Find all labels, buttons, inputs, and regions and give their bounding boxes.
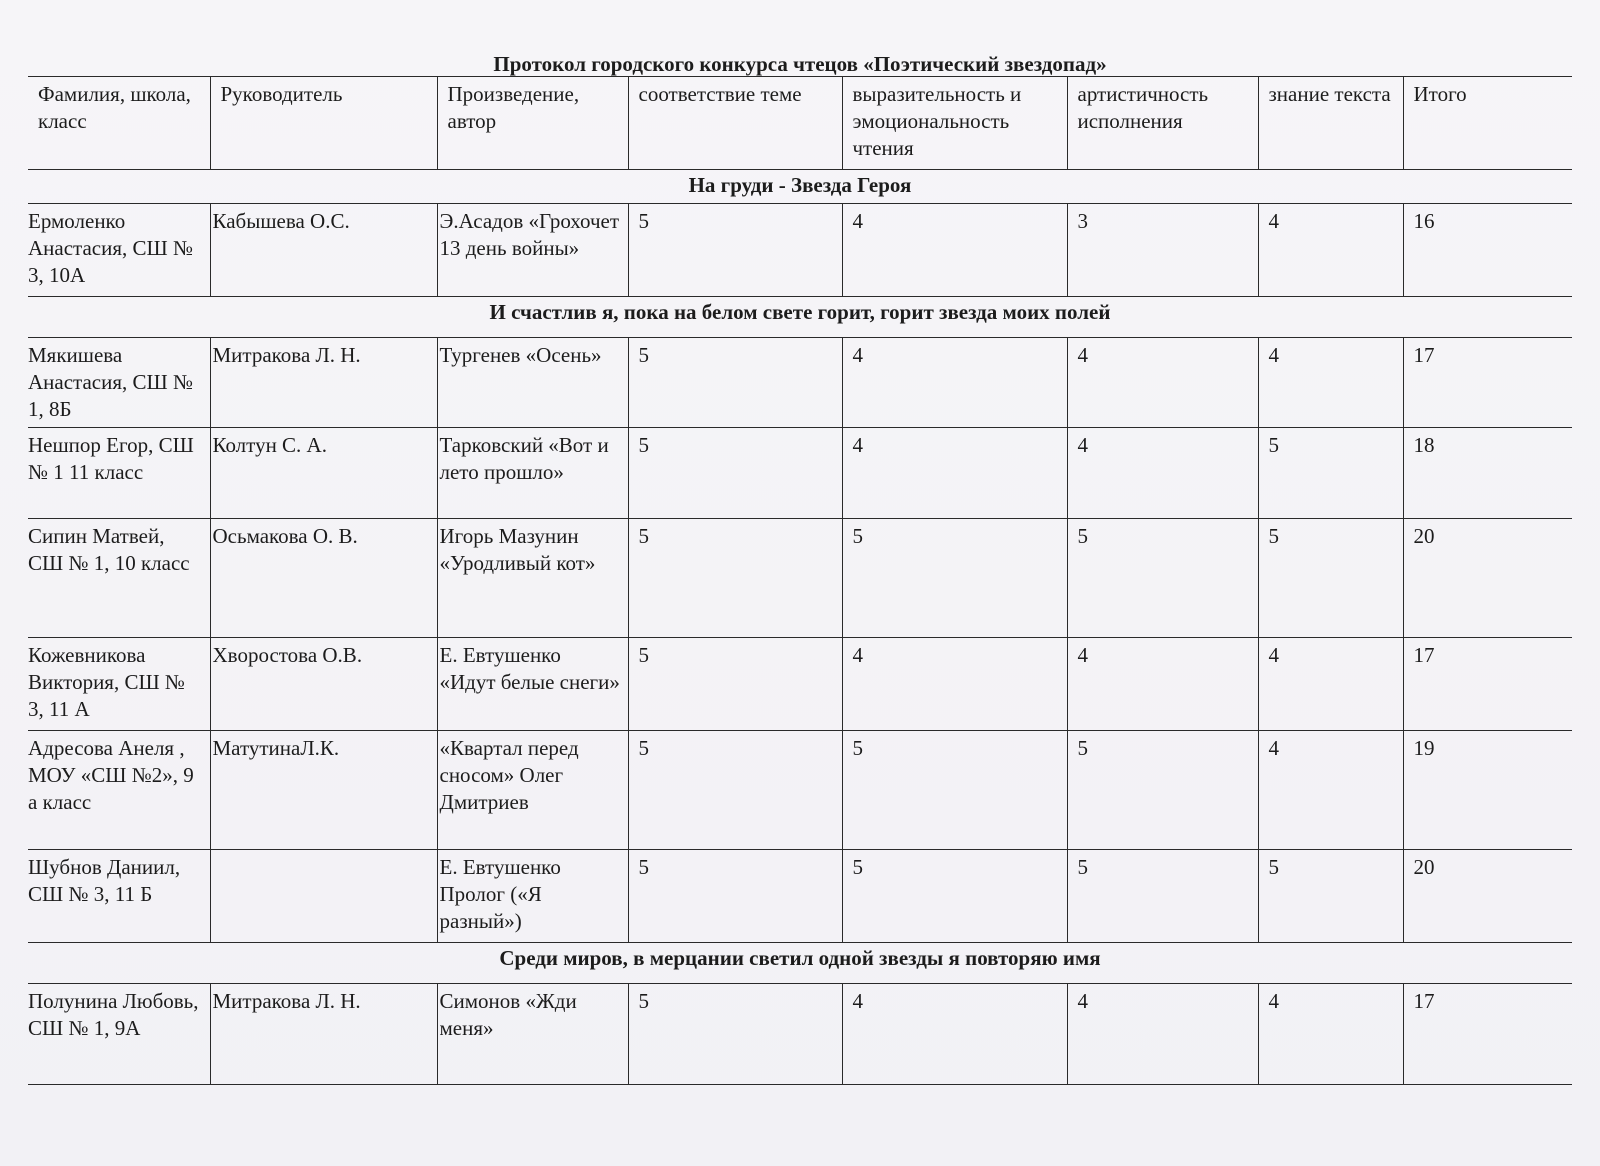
expressiveness-score-cell: 4 <box>842 984 1067 1085</box>
theme-score-cell: 5 <box>628 638 842 731</box>
artistry-score-cell: 4 <box>1067 338 1258 428</box>
total-score-cell: 17 <box>1403 984 1572 1085</box>
total-score-cell: 18 <box>1403 428 1572 519</box>
table-row <box>28 204 1572 297</box>
table-row <box>28 638 1572 731</box>
participant-cell: Шубнов Даниил, СШ № 3, 11 Б <box>28 850 210 943</box>
mentor-cell: Колтун С. А. <box>210 428 437 519</box>
table-row <box>28 850 1572 943</box>
theme-score-cell: 5 <box>628 428 842 519</box>
text-knowledge-score-cell: 5 <box>1258 428 1403 519</box>
theme-score-cell: 5 <box>628 338 842 428</box>
mentor-cell: Митракова Л. Н. <box>210 338 437 428</box>
expressiveness-score-cell: 4 <box>842 638 1067 731</box>
text-knowledge-score-cell: 5 <box>1258 850 1403 943</box>
header-row <box>28 77 1572 170</box>
results-table <box>28 76 1572 1085</box>
work-cell: Тургенев «Осень» <box>437 338 628 428</box>
mentor-cell: МатутинаЛ.К. <box>210 731 437 850</box>
work-cell: Тарковский «Вот и лето прошло» <box>437 428 628 519</box>
artistry-score-cell: 5 <box>1067 850 1258 943</box>
section-title: На груди - Звезда Героя <box>28 170 1572 204</box>
mentor-cell: Кабышева О.С. <box>210 204 437 297</box>
text-knowledge-score-cell: 4 <box>1258 204 1403 297</box>
text-knowledge-score-cell: 4 <box>1258 731 1403 850</box>
artistry-score-cell: 5 <box>1067 519 1258 638</box>
expressiveness-score-cell: 4 <box>842 338 1067 428</box>
table-row <box>28 519 1572 638</box>
expressiveness-score-cell: 5 <box>842 519 1067 638</box>
section-title: И счастлив я, пока на белом свете горит, горит звезда моих полей <box>28 297 1572 338</box>
total-score-cell: 19 <box>1403 731 1572 850</box>
mentor-cell: Митракова Л. Н. <box>210 984 437 1085</box>
work-cell: Симонов «Жди меня» <box>437 984 628 1085</box>
text-knowledge-score-cell: 4 <box>1258 638 1403 731</box>
mentor-cell: Осьмакова О. В. <box>210 519 437 638</box>
section-heading-row <box>28 297 1572 338</box>
mentor-cell: Хворостова О.В. <box>210 638 437 731</box>
text-knowledge-score-cell: 4 <box>1258 338 1403 428</box>
table-row <box>28 428 1572 519</box>
header-theme: соответствие теме <box>628 77 842 170</box>
text-knowledge-score-cell: 4 <box>1258 984 1403 1085</box>
artistry-score-cell: 4 <box>1067 984 1258 1085</box>
section-heading-row <box>28 170 1572 204</box>
section-heading-row <box>28 943 1572 984</box>
participant-cell: Адресова Анеля , МОУ «СШ №2», 9 а класс <box>28 731 210 850</box>
participant-cell: Полунина Любовь, СШ № 1, 9А <box>28 984 210 1085</box>
participant-cell: Мякишева Анастасия, СШ № 1, 8Б <box>28 338 210 428</box>
text-knowledge-score-cell: 5 <box>1258 519 1403 638</box>
header-work: Произведение, автор <box>437 77 628 170</box>
table-row <box>28 338 1572 428</box>
work-cell: Е. Евтушенко «Идут белые снеги» <box>437 638 628 731</box>
theme-score-cell: 5 <box>628 850 842 943</box>
header-artistry: артистичность исполнения <box>1067 77 1258 170</box>
total-score-cell: 20 <box>1403 850 1572 943</box>
theme-score-cell: 5 <box>628 731 842 850</box>
table-row <box>28 984 1572 1085</box>
total-score-cell: 16 <box>1403 204 1572 297</box>
header-total: Итого <box>1403 77 1572 170</box>
work-cell: Игорь Мазунин «Уродливый кот» <box>437 519 628 638</box>
artistry-score-cell: 3 <box>1067 204 1258 297</box>
artistry-score-cell: 4 <box>1067 428 1258 519</box>
theme-score-cell: 5 <box>628 519 842 638</box>
participant-cell: Кожевникова Виктория, СШ № 3, 11 А <box>28 638 210 731</box>
work-cell: «Квартал перед сносом» Олег Дмитриев <box>437 731 628 850</box>
protocol-title: Протокол городского конкурса чтецов «Поэтический звездопад» <box>493 52 1107 76</box>
expressiveness-score-cell: 5 <box>842 731 1067 850</box>
work-cell: Э.Асадов «Грохочет 13 день войны» <box>437 204 628 297</box>
header-participant: Фамилия, школа, класс <box>28 77 210 170</box>
header-text-knowledge: знание текста <box>1258 77 1403 170</box>
total-score-cell: 20 <box>1403 519 1572 638</box>
artistry-score-cell: 5 <box>1067 731 1258 850</box>
participant-cell: Ермоленко Анастасия, СШ № 3, 10А <box>28 204 210 297</box>
artistry-score-cell: 4 <box>1067 638 1258 731</box>
section-title: Среди миров, в мерцании светил одной звезды я повторяю имя <box>28 943 1572 984</box>
header-expressiveness: выразительность и эмоциональность чтения <box>842 77 1067 170</box>
work-cell: Е. Евтушенко Пролог («Я разный») <box>437 850 628 943</box>
header-mentor: Руководитель <box>210 77 437 170</box>
mentor-cell <box>210 850 437 943</box>
participant-cell: Сипин Матвей, СШ № 1, 10 класс <box>28 519 210 638</box>
total-score-cell: 17 <box>1403 638 1572 731</box>
expressiveness-score-cell: 4 <box>842 428 1067 519</box>
expressiveness-score-cell: 4 <box>842 204 1067 297</box>
table-row <box>28 731 1572 850</box>
participant-cell: Нешпор Егор, СШ № 1 11 класс <box>28 428 210 519</box>
total-score-cell: 17 <box>1403 338 1572 428</box>
theme-score-cell: 5 <box>628 204 842 297</box>
expressiveness-score-cell: 5 <box>842 850 1067 943</box>
theme-score-cell: 5 <box>628 984 842 1085</box>
